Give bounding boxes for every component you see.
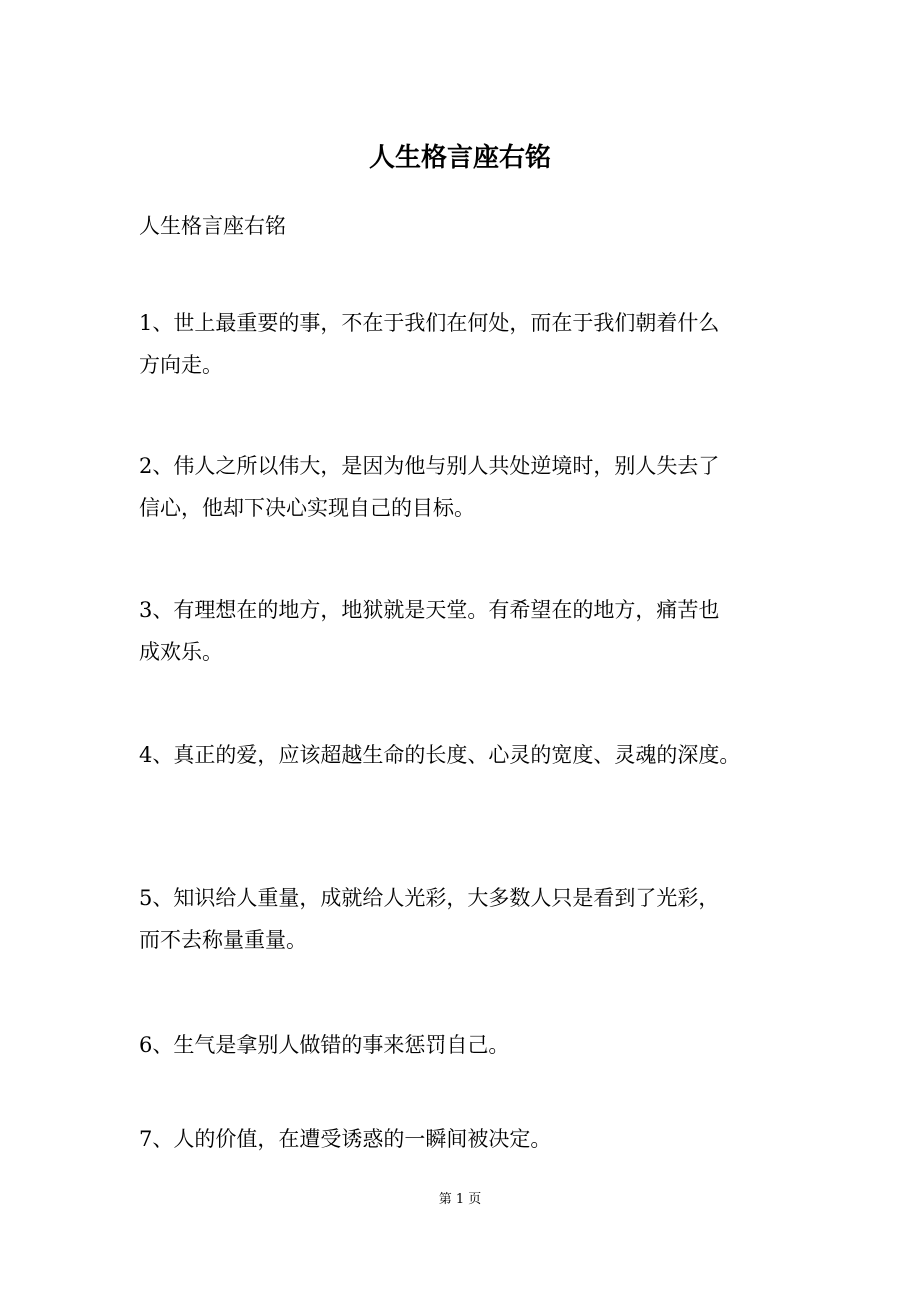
quote-line: 1、世上最重要的事，不在于我们在何处，而在于我们朝着什么 [139,311,720,335]
quote-line: 成欢乐。 [139,640,223,664]
quote-item [139,589,829,673]
quote-item [139,302,829,386]
quote-line: 而不去称量重量。 [139,928,307,952]
quote-line: 方向走。 [139,353,223,377]
document-subtitle: 人生格言座右铭 [139,214,286,238]
quote-item [139,877,829,961]
quote-line: 4、真正的爱，应该超越生命的长度、心灵的宽度、灵魂的深度。 [139,743,741,767]
document-title: 人生格言座右铭 [368,143,551,173]
quote-line: 3、有理想在的地方，地狱就是天堂。有希望在的地方，痛苦也 [139,598,720,622]
quote-line: 2、伟人之所以伟大，是因为他与别人共处逆境时，别人失去了 [139,454,720,478]
quote-line: 信心，他却下决心实现自己的目标。 [139,496,475,520]
quote-item [139,734,859,776]
quote-item [139,1024,829,1066]
quote-item [139,1118,829,1160]
quote-item [139,445,829,529]
quote-line: 7、人的价值，在遭受诱惑的一瞬间被决定。 [139,1127,552,1151]
quote-line: 5、知识给人重量，成就给人光彩，大多数人只是看到了光彩， [139,886,720,910]
quote-line: 6、生气是拿别人做错的事来惩罚自己。 [139,1033,510,1057]
page-number: 第 1 页 [438,1192,482,1207]
